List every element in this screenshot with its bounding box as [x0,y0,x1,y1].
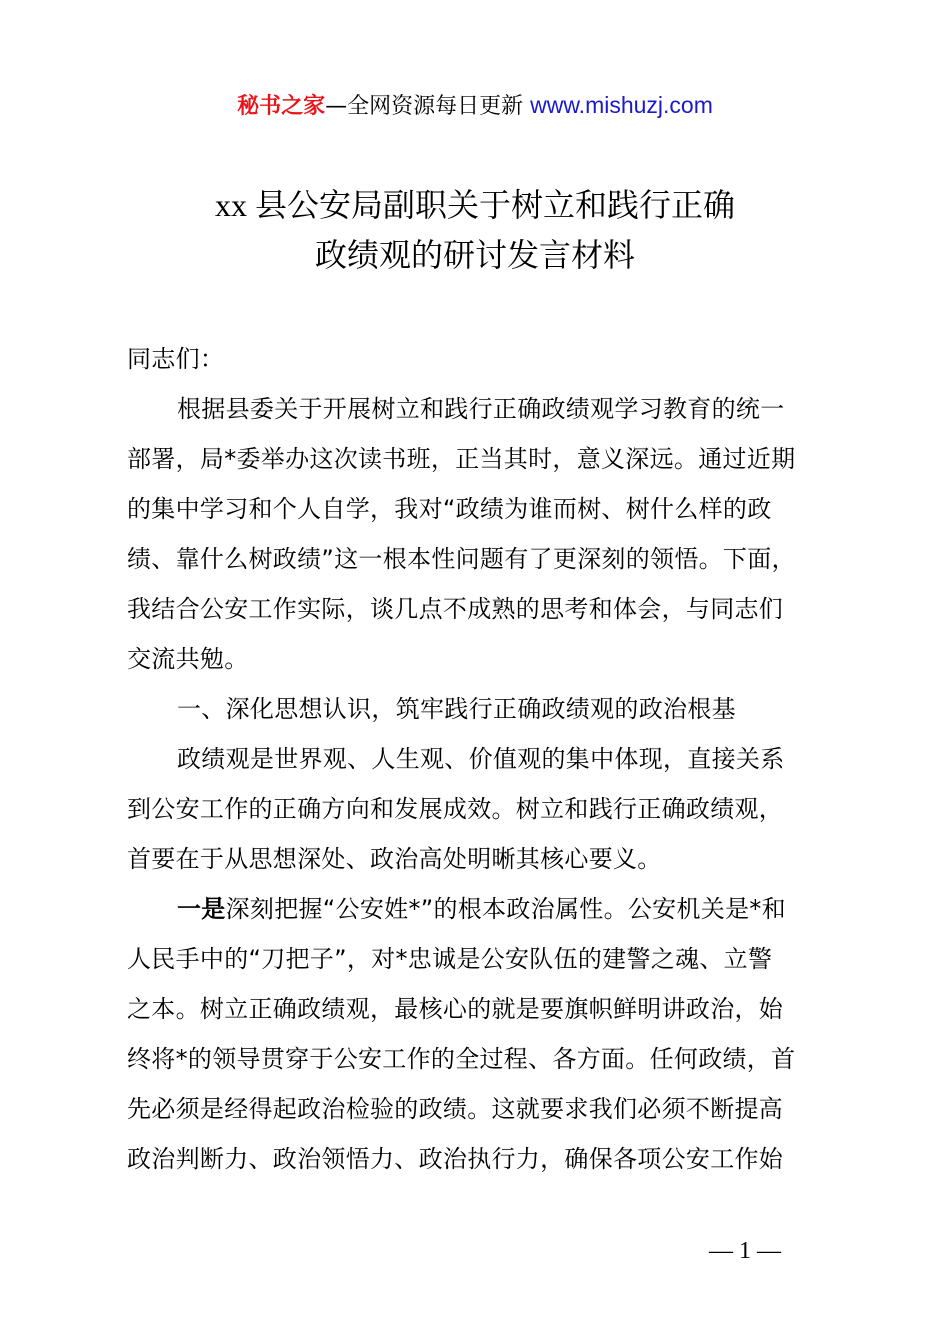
title-line-1 [0,180,950,230]
paragraph-line [127,884,867,934]
salutation: 同志们： [127,345,225,373]
paragraph-line: 部署，局*委举办这次读书班，正当其时，意义深远。通过近期 [127,445,796,473]
title-line-2: 政绩观的研讨发言材料 [314,236,635,274]
paragraph-line: 到公安工作的正确方向和发展成效。树立和践行正确政绩观， [127,795,784,823]
paragraph-line: 终将*的领导贯穿于公安工作的全过程、各方面。任何政绩，首 [127,1045,796,1073]
paragraph-line: 交流共勉。 [127,645,249,673]
paragraph-line: 的集中学习和个人自学，我对“政绩为谁而树、树什么样的政 [127,495,772,523]
paragraph-line: 根据县委关于开展树立和践行正确政绩观学习教育的统一 [177,395,785,423]
title-prefix: xx [214,187,255,223]
paragraph-line: 之本。树立正确政绩观，最核心的就是要旗帜鲜明讲政治，始 [127,995,784,1023]
paragraph-line: 绩、靠什么树政绩”这一根本性问题有了更深刻的领悟。下面， [127,545,796,573]
paragraph-line: 政治判断力、政治领悟力、政治执行力，确保各项公安工作始 [127,1145,784,1173]
section-heading: 一、深化思想认识，筑牢践行正确政绩观的政治根基 [177,695,736,723]
header-tagline: —全网资源每日更新 [325,94,531,119]
site-url-link[interactable]: www.mishuzj.com [530,92,713,118]
point-lead: 一是 [177,895,226,923]
paragraph-line: 首要在于从思想深处、政治高处明晰其核心要义。 [127,845,662,873]
paragraph-line: 先必须是经得起政治检验的政绩。这就要求我们必须不断提高 [127,1095,784,1123]
site-watermark-header [0,88,950,124]
brand-name: 秘书之家 [237,94,326,119]
paragraph-line: 我结合公安工作实际，谈几点不成熟的思考和体会，与同志们 [127,595,784,623]
document-body [127,334,867,1184]
title-line-1-text: 县公安局副职关于树立和践行正确 [254,186,735,224]
page-number: — 1 — [709,1238,781,1264]
paragraph-line: 人民手中的“刀把子”，对*忠诚是公安队伍的建警之魂、立警 [127,945,773,973]
point-text: 深刻把握“公安姓*”的根本政治属性。公安机关是*和 [225,895,786,923]
document-title [0,180,950,280]
paragraph-line: 政绩观是世界观、人生观、价值观的集中体现，直接关系 [177,745,785,773]
